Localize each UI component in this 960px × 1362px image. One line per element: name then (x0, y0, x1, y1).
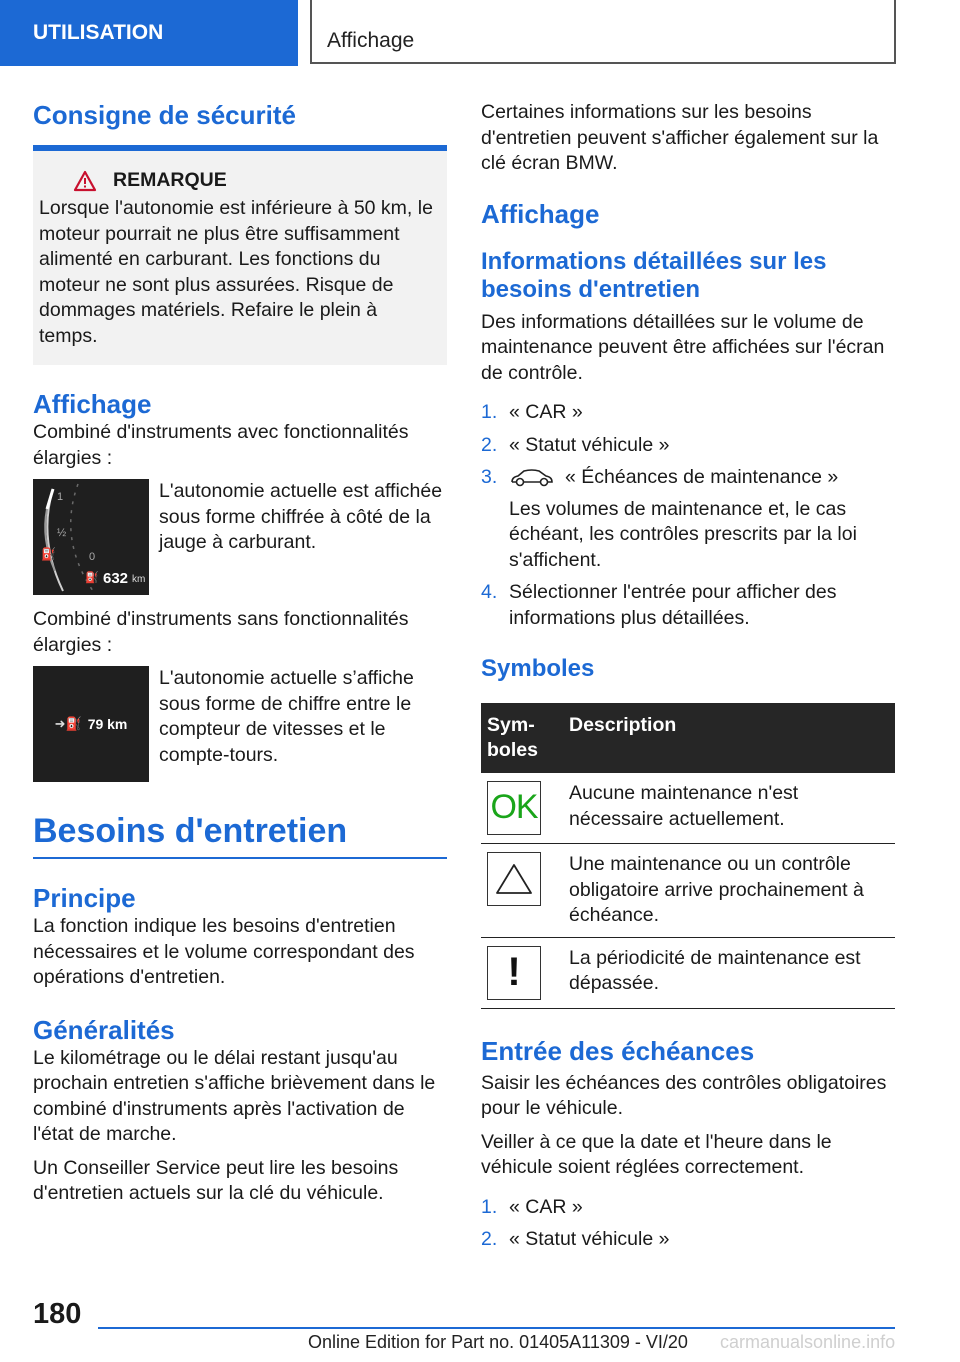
detail-title: Informations détaillées sur les besoins d'entretien (481, 247, 827, 303)
symbols-title: Symboles (481, 655, 595, 682)
footer-divider (98, 1327, 895, 1329)
description-cell: Aucune maintenance n'est nécessaire actuellement. (563, 773, 895, 844)
exclamation-icon: ! (487, 946, 541, 1000)
page-header (0, 0, 960, 66)
chapter-label: Affichage (310, 0, 896, 64)
description-cell: La périodicité de maintenance est dépassée. (563, 937, 895, 1008)
list-item (481, 580, 895, 631)
col-header-description: Description (563, 703, 895, 773)
principle-title: Principe (33, 883, 136, 913)
step-number: 1. (481, 401, 498, 423)
step-text: « CAR » (509, 401, 583, 423)
deadlines-title: Entrée des échéances (481, 1035, 755, 1066)
range-unit: km (132, 574, 146, 585)
principle-text: La fonction indique les besoins d'entretien nécessaires et le volume correspondant des opérations d'entretien. (33, 915, 415, 988)
step-text: « CAR » (509, 1195, 583, 1218)
intro-text: Certaines informations sur les besoins d'entretien peuvent s'afficher également sur la clé écran BMW. (481, 101, 879, 174)
list-item (481, 465, 895, 573)
table-header-row (481, 703, 895, 773)
step-number: 2. (481, 433, 498, 456)
warning-triangle-icon (73, 170, 97, 192)
note-label: REMARQUE (113, 169, 227, 191)
col-header-symbols: Sym- boles (481, 703, 563, 773)
range-value: 632 (103, 570, 129, 587)
gauge-label-full: 1 (57, 491, 64, 503)
step-number: 3. (481, 466, 498, 488)
table-row (481, 773, 895, 844)
watermark: carmanualsonline.info (720, 1332, 896, 1352)
table-row (481, 844, 895, 938)
general-text-1: Le kilométrage ou le délai restant jusqu'au prochain entretien s'affiche brièvement dans le combiné d'instruments après l'activation de l'état de marche. (33, 1046, 436, 1145)
step-text: « Échéances de maintenance » (565, 466, 839, 488)
general-text-2: Un Conseiller Service peut lire les besoins d'entretien actuels sur la clé du véhicule. (33, 1156, 399, 1204)
gauge-label-empty: 0 (89, 551, 96, 563)
fuel-gauge-image (33, 479, 149, 595)
service-title: Besoins d'entretien (33, 812, 447, 859)
description-cell: Une maintenance ou un contrôle obligatoire arrive prochainement à échéance. (563, 844, 895, 938)
general-title: Généralités (33, 1014, 175, 1045)
deadlines-text-1: Saisir les échéances des contrôles obligatoires pour le véhicule. (481, 1071, 887, 1119)
left-column (33, 100, 447, 1215)
warning-triangle-icon (487, 852, 541, 906)
steps-list (481, 400, 895, 631)
gauge-label-half: ½ (57, 527, 67, 539)
step-text: Sélectionner l'entrée pour afficher des informations plus détaillées. (509, 581, 837, 629)
step-number: 2. (481, 1228, 498, 1250)
symbol-cell (481, 773, 563, 844)
note-header (39, 169, 441, 192)
display-title-left: Affichage (33, 389, 152, 419)
edition-text: Online Edition for Part no. 01405A11309 - VI/20 (308, 1332, 688, 1352)
section-label: UTILISATION (0, 0, 298, 66)
ok-icon: OK (487, 781, 541, 835)
combi-with-desc: L'autonomie actuelle est affichée sous forme chiffrée à côté de la jauge à carburant. (159, 480, 443, 553)
step-text: « Statut véhicule » (509, 1228, 670, 1250)
note-text: Lorsque l'autonomie est inférieure à 50 km, le moteur pourrait ne plus être suffisamment alimenté en carburant. Les fonctions du moteur ne sont plus assurées. Risque de dommages matériels. Refaire le plein à temps. (39, 197, 433, 347)
list-item (481, 400, 895, 426)
combi-with-row (33, 479, 447, 595)
deadlines-text-2: Veiller à ce que la date et l'heure dans le véhicule soient réglées correctement. (481, 1130, 832, 1178)
fuel-pump-icon: ⛽ (85, 572, 99, 584)
page-number: 180 (33, 1298, 82, 1330)
arrow-fuel-icon: ➜⛽ (54, 716, 82, 731)
detail-text: Des informations détaillées sur le volume de maintenance peuvent être affichées sur l'écran de contrôle. (481, 310, 885, 384)
combi-without-text: Combiné d'instruments sans fonctionnalités élargies : (33, 608, 409, 656)
safety-title: Consigne de sécurité (33, 100, 447, 151)
step-text: « Statut véhicule » (509, 433, 670, 456)
step-3-detail: Les volumes de maintenance et, le cas échéant, les contrôles prescrits par la loi s'affichent. (509, 497, 857, 571)
car-icon (509, 468, 555, 488)
list-item (481, 433, 895, 459)
step-number: 1. (481, 1195, 498, 1218)
list-item (481, 1195, 895, 1221)
note-box (33, 151, 447, 365)
display-title-right: Affichage (481, 198, 600, 229)
symbols-table (481, 703, 895, 1009)
range-display-image (33, 666, 149, 782)
combi-without-row (33, 666, 447, 782)
right-column (481, 100, 895, 1260)
combi-with-text: Combiné d'instruments avec fonctionnalités élargies : (33, 421, 409, 469)
deadline-steps-list (481, 1195, 895, 1253)
step-number: 4. (481, 581, 498, 603)
fuel-pump-icon: ⛽ (41, 547, 56, 561)
list-item (481, 1227, 895, 1253)
range-display-value: 79 km (87, 716, 128, 732)
symbol-cell (481, 937, 563, 1008)
table-row (481, 937, 895, 1008)
combi-without-desc: L'autonomie actuelle s’affiche sous forme de chiffre entre le compteur de vitesses et le compte-tours. (159, 667, 414, 766)
symbol-cell (481, 844, 563, 938)
